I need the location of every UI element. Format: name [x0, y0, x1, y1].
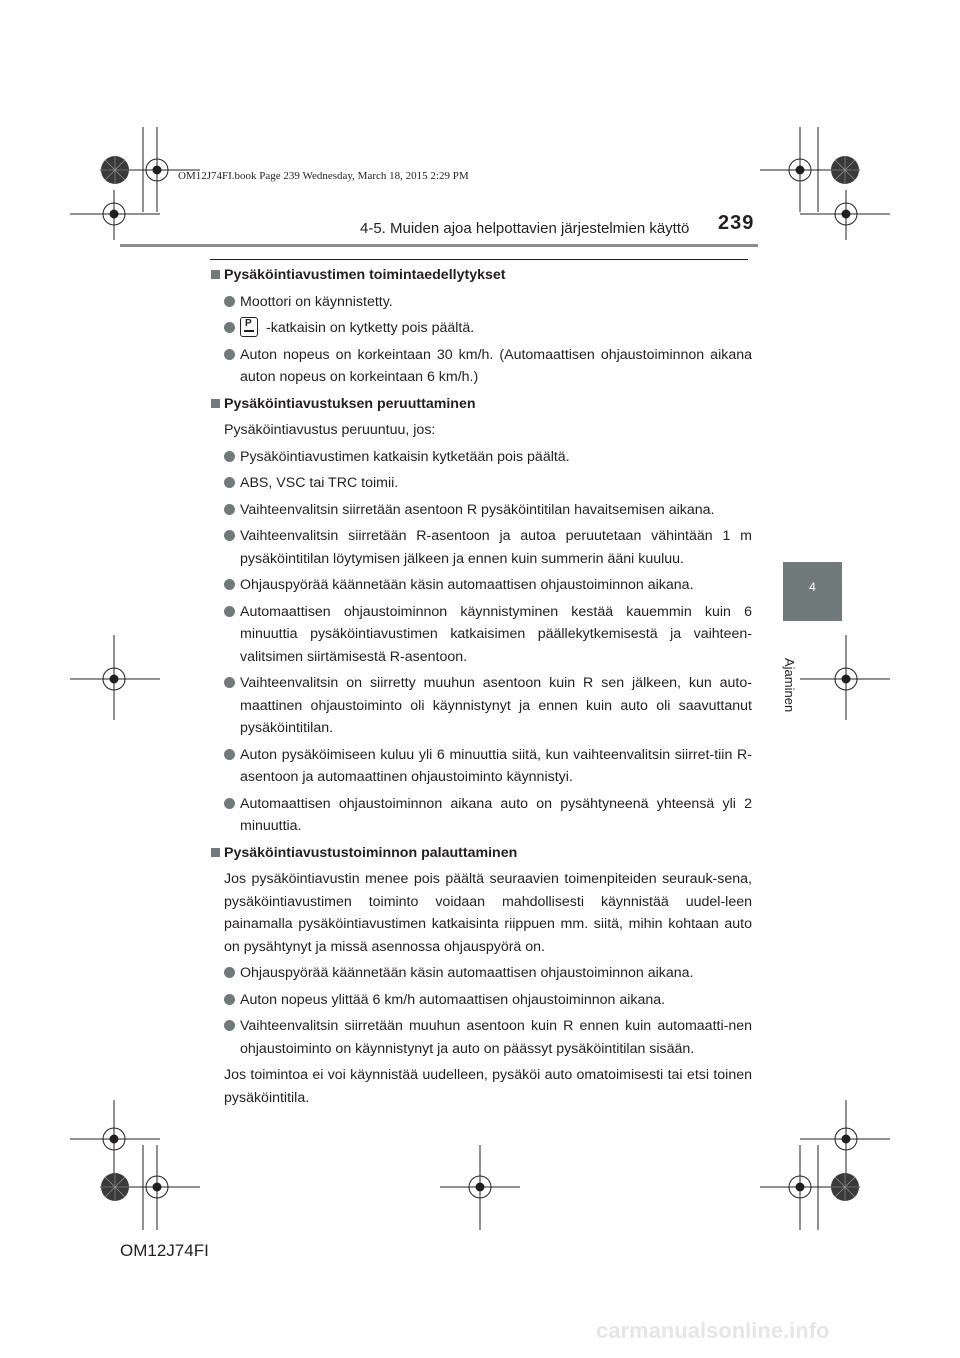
paragraph: Jos toimintoa ei voi käynnistää uudelleen, pysäköi auto omatoimisesti tai etsi toinen pysäköintitila.: [224, 1067, 752, 1106]
list-item: Auton pysäköimiseen kuluu yli 6 minuuttia siitä, kun vaihteenvalitsin siirret-tiin R-asentoon ja automaattinen ohjaustoiminto käynnistyi.: [210, 744, 752, 789]
watermark: carmanualsonline.info: [596, 1318, 830, 1343]
section-title: 4-5. Muiden ajoa helpottavien järjestelmien käyttö: [360, 220, 690, 237]
print-info: OM12J74FI.book Page 239 Wednesday, March 18, 2015 2:29 PM: [178, 170, 469, 182]
list-item: Vaihteenvalitsin siirretään muuhun asentoon kuin R ennen kuin automaatti-nen ohjaustoiminto on käynnistynyt ja auto on päässyt pysäköintitilan sisään.: [210, 1015, 752, 1060]
list-item: Pysäköintiavustimen katkaisin kytketään pois päältä.: [210, 446, 752, 469]
list-item: Vaihteenvalitsin siirretään asentoon R pysäköintitilan havaitsemisen aikana.: [210, 499, 752, 522]
bullet-icon: [224, 798, 235, 809]
bullet-icon: [224, 579, 235, 590]
list-item: Automaattisen ohjaustoiminnon käynnistyminen kestää kauemmin kuin 6 minuuttia pysäköintiavustimen katkaisimen päällekytkemisestä ja vaihteen-valitsimen siirtämisestä R-asentoon.: [210, 601, 752, 669]
list-item: Auton nopeus ylittää 6 km/h automaattisen ohjaustoiminnon aikana.: [210, 989, 752, 1012]
bullet-icon: [224, 967, 235, 978]
list-item: ABS, VSC tai TRC toimii.: [210, 472, 752, 495]
content-divider: [210, 259, 748, 260]
list-item: Moottori on käynnistetty.: [210, 291, 752, 314]
bullet-icon: [224, 994, 235, 1005]
chapter-label: Ajaminen: [782, 658, 797, 713]
parking-assist-switch-icon: [240, 317, 258, 337]
page-content: [210, 264, 752, 1113]
bullet-icon: [224, 1020, 235, 1031]
list-item: Vaihteenvalitsin on siirretty muuhun asentoon kuin R sen jälkeen, kun auto-maattinen ohjaustoiminto oli käynnistynyt ja ennen kuin auto oli saavuttanut pysäköintitilan.: [210, 672, 752, 740]
list-item: Automaattisen ohjaustoiminnon aikana auto on pysähtyneenä yhteensä yli 2 minuuttia.: [210, 793, 752, 838]
header-divider: [120, 244, 758, 247]
list-item: Ohjauspyörää käännetään käsin automaattisen ohjaustoiminnon aikana.: [210, 574, 752, 597]
bullet-icon: [224, 322, 235, 333]
chapter-number: 4: [809, 580, 816, 594]
bullet-icon: [224, 296, 235, 307]
chapter-tab: [783, 562, 842, 621]
list-item: Vaihteenvalitsin siirretään R-asentoon ja autoa peruutetaan vähintään 1 m pysäköintitilan löytymisen jälkeen ja ennen kuin summerin ääni kuuluu.: [210, 525, 752, 570]
bullet-icon: [224, 504, 235, 515]
page-number: 239: [718, 212, 755, 234]
bullet-icon: [224, 477, 235, 488]
list-item: Auton nopeus on korkeintaan 30 km/h. (Automaattisen ohjaustoiminnon aikana auton nopeus on korkeintaan 6 km/h.): [210, 344, 752, 389]
document-code: OM12J74FI: [120, 1241, 209, 1260]
bullet-icon: [224, 349, 235, 360]
list-item: P-katkaisin on kytketty pois päältä.: [210, 317, 752, 340]
bullet-icon: [224, 451, 235, 462]
section-heading: Pysäköintiavustimen toimintaedellytykset: [210, 264, 752, 287]
list-item: Ohjauspyörää käännetään käsin automaattisen ohjaustoiminnon aikana.: [210, 962, 752, 985]
section-heading: Pysäköintiavustustoiminnon palauttaminen: [210, 842, 752, 865]
section-heading: Pysäköintiavustuksen peruuttaminen: [210, 393, 752, 416]
bullet-icon: [224, 677, 235, 688]
bullet-icon: [224, 606, 235, 617]
paragraph: Jos pysäköintiavustin menee pois päältä seuraavien toimenpiteiden seurauk-sena, pysäköintiavustimen toiminto voidaan mahdollisesti käynnistää uudel-leen painamalla pysäköintiavustimen katkaisinta riippuen mm. siitä, mihin kohtaan auto on pysähtynyt ja missä asennossa ohjauspyörä on.: [224, 871, 752, 955]
paragraph: Pysäköintiavustus peruuntuu, jos:: [224, 422, 436, 438]
bullet-icon: [224, 530, 235, 541]
bullet-icon: [224, 749, 235, 760]
